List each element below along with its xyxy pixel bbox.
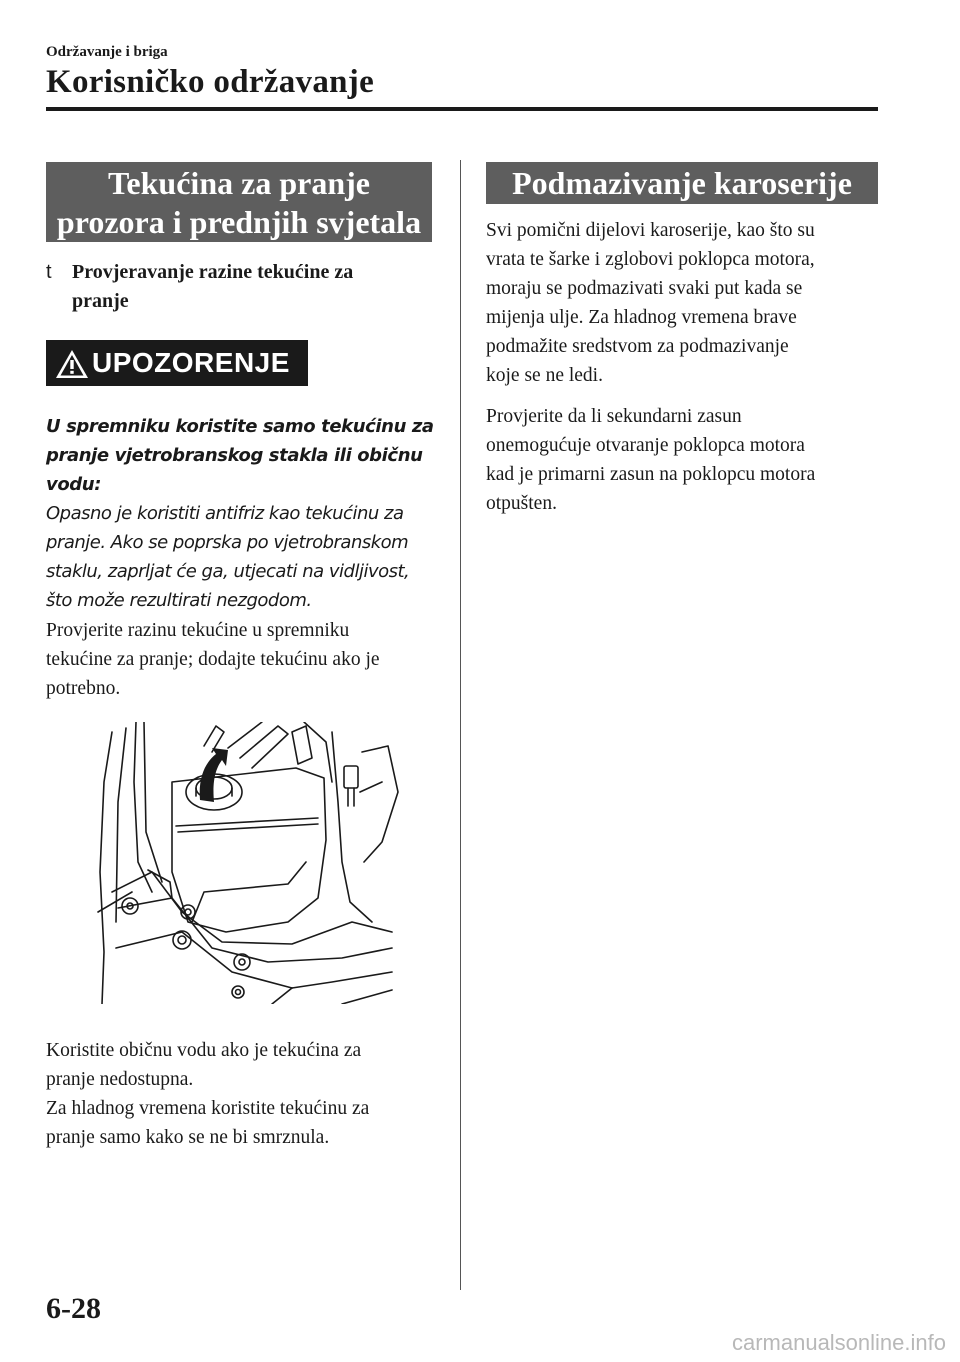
chapter-title: Održavanje i briga (46, 44, 168, 60)
paragraph-line: otpušten. (486, 493, 557, 514)
subheading-line1: Provjeravanje razine tekućine za (72, 261, 354, 283)
washer-fluid-heading-line1: Tekućina za pranje (108, 165, 370, 201)
warning-body-line: što može rezultirati nezgodom. (46, 590, 312, 611)
column-divider (460, 160, 461, 1290)
plain-water-paragraph (46, 1036, 446, 1152)
paragraph-line: pranje nedostupna. (46, 1069, 194, 1090)
paragraph-line: Svi pomični dijelovi karoserije, kao što su (486, 220, 815, 241)
warning-text (46, 412, 446, 615)
washer-reservoir-illustration (92, 722, 400, 1004)
warning-body-line: Opasno je koristiti antifriz kao tekućinu za (46, 503, 404, 524)
warning-body-line: pranje. Ako se poprska po vjetrobranskom (46, 532, 409, 553)
warning-banner (46, 340, 308, 386)
body-lubrication-heading: Podmazivanje karoserije (486, 162, 878, 204)
paragraph-line: Provjerite da li sekundarni zasun (486, 406, 742, 427)
paragraph-line: mijenja ulje. Za hladnog vremena brave (486, 307, 797, 328)
check-level-paragraph (46, 616, 446, 703)
latch-check-paragraph (486, 402, 878, 518)
warning-body-line: staklu, zaprljat će ga, utjecati na vidljivost, (46, 561, 410, 582)
washer-fluid-heading (46, 162, 432, 242)
section-title: Korisničko održavanje (46, 64, 375, 100)
paragraph-line: pranje samo kako se ne bi smrznula. (46, 1127, 330, 1148)
warning-triangle-icon (54, 348, 90, 380)
washer-fluid-heading-line2: prozora i prednjih svjetala (56, 204, 422, 240)
page-number: 6-28 (46, 1292, 101, 1325)
subheading-line2: pranje (72, 290, 129, 312)
warning-bold-line: pranje vjetrobranskog stakla ili običnu (46, 445, 423, 466)
warning-bold-line: U spremniku koristite samo tekućinu za (46, 416, 434, 437)
paragraph-line: kad je primarni zasun na poklopcu motora (486, 464, 816, 485)
paragraph-line: Za hladnog vremena koristite tekućinu za (46, 1098, 370, 1119)
paragraph-line: koje se ne ledi. (486, 365, 603, 386)
header-rule (46, 107, 878, 111)
warning-label: UPOZORENJE (92, 347, 290, 378)
paragraph-line: onemogućuje otvaranje poklopca motora (486, 435, 805, 456)
paragraph-line: moraju se podmazivati svaki put kada se (486, 278, 803, 299)
paragraph-line: tekućine za pranje; dodajte tekućinu ako je (46, 649, 380, 670)
warning-bold-line: vodu: (46, 474, 101, 495)
paragraph-line: Koristite običnu vodu ako je tekućina za (46, 1040, 362, 1061)
subheading-bullet: t (46, 261, 52, 283)
paragraph-line: potrebno. (46, 678, 121, 699)
paragraph-line: vrata te šarke i zglobovi poklopca motora, (486, 249, 815, 270)
lubrication-paragraph (486, 216, 878, 390)
paragraph-line: Provjerite razinu tekućine u spremniku (46, 620, 350, 641)
watermark: carmanualsonline.info (731, 1330, 946, 1355)
paragraph-line: podmažite sredstvom za podmazivanje (486, 336, 789, 357)
